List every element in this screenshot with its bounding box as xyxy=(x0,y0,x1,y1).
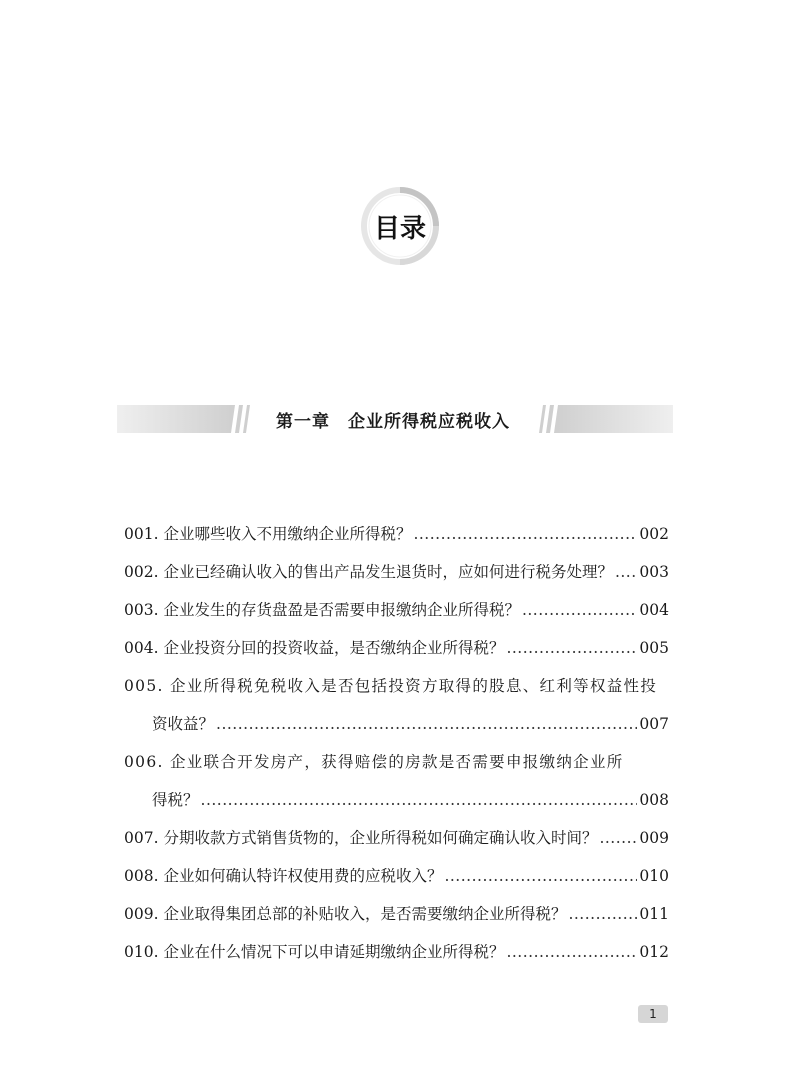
toc-entry-page: 003 xyxy=(639,563,669,581)
toc-entry-page: 002 xyxy=(639,525,669,543)
toc-entry[interactable] xyxy=(124,743,669,819)
toc-list xyxy=(124,515,669,971)
dot-leader xyxy=(615,553,637,591)
toc-entry-title: 008. 企业如何确认特许权使用费的应税收入？ xyxy=(124,867,443,885)
dot-leader xyxy=(599,819,637,857)
toc-entry-page: 010 xyxy=(639,867,669,885)
toc-entry-page: 007 xyxy=(639,715,669,733)
dot-leader xyxy=(216,705,637,743)
toc-title: 目录 xyxy=(373,213,426,244)
chapter-number: 第一章 xyxy=(276,411,330,432)
toc-entry-title: 009. 企业取得集团总部的补贴收入，是否需要缴纳企业所得税？ xyxy=(124,905,567,923)
toc-entry-title-line2: 资收益？ xyxy=(152,715,215,733)
toc-entry[interactable] xyxy=(124,895,669,933)
toc-entry[interactable] xyxy=(124,933,669,971)
toc-entry-page: 009 xyxy=(639,829,669,847)
toc-entry-page: 012 xyxy=(639,943,669,961)
toc-entry-title: 001. 企业哪些收入不用缴纳企业所得税？ xyxy=(124,525,412,543)
toc-title-badge xyxy=(360,186,440,266)
toc-entry-title: 010. 企业在什么情况下可以申请延期缴纳企业所得税？ xyxy=(124,943,505,961)
dot-leader xyxy=(444,857,637,895)
toc-entry[interactable] xyxy=(124,629,669,667)
toc-entry-title-line1: 005. 企业所得税免税收入是否包括投资方取得的股息、红利等权益性投 xyxy=(124,677,658,695)
page-number: 1 xyxy=(638,1005,668,1023)
toc-entry[interactable] xyxy=(124,819,669,857)
toc-entry-page: 008 xyxy=(639,791,669,809)
toc-entry-title: 007. 分期收款方式销售货物的，企业所得税如何确定确认收入时间？ xyxy=(124,829,598,847)
toc-entry[interactable] xyxy=(124,591,669,629)
dot-leader xyxy=(522,591,637,629)
toc-entry-title: 003. 企业发生的存货盘盈是否需要申报缴纳企业所得税？ xyxy=(124,601,520,619)
toc-entry[interactable] xyxy=(124,515,669,553)
toc-entry[interactable] xyxy=(124,553,669,591)
toc-entry[interactable] xyxy=(124,857,669,895)
chapter-heading xyxy=(248,405,538,433)
toc-entry[interactable] xyxy=(124,667,669,743)
toc-entry-title-line1: 006. 企业联合开发房产，获得赔偿的房款是否需要申报缴纳企业所 xyxy=(124,753,624,771)
toc-entry-title: 002. 企业已经确认收入的售出产品发生退货时，应如何进行税务处理？ xyxy=(124,563,613,581)
toc-entry-page: 004 xyxy=(639,601,669,619)
toc-entry-page: 005 xyxy=(639,639,669,657)
chapter-title: 企业所得税应税收入 xyxy=(348,411,510,432)
dot-leader xyxy=(201,781,638,819)
dot-leader xyxy=(568,895,637,933)
dot-leader xyxy=(506,933,637,971)
dot-leader xyxy=(413,515,637,553)
toc-entry-title-line2: 得税？ xyxy=(152,791,199,809)
toc-entry-title: 004. 企业投资分回的投资收益，是否缴纳企业所得税？ xyxy=(124,639,505,657)
toc-entry-page: 011 xyxy=(639,905,669,923)
dot-leader xyxy=(506,629,637,667)
